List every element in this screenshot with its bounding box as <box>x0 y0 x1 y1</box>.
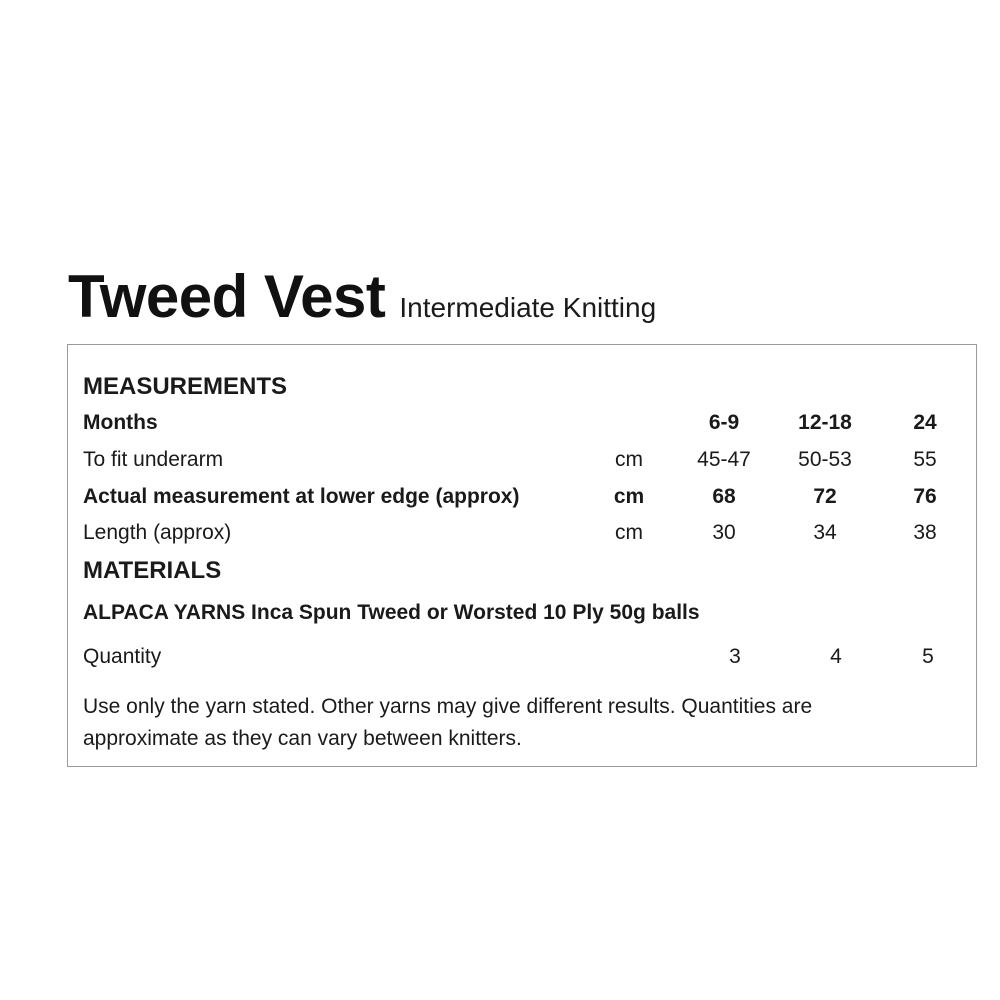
row-value: 34 <box>813 521 837 544</box>
measurements-heading: MEASUREMENTS <box>83 373 288 400</box>
months-label: Months <box>83 411 158 434</box>
pattern-title-row <box>68 262 656 331</box>
row-label: To fit underarm <box>83 448 224 471</box>
row-value: 45-47 <box>697 448 751 471</box>
quantity-value: 3 <box>729 645 741 668</box>
yarn-note: Use only the yarn stated. Other yarns may give different results. Quantities are approximate as they can vary between knitters. <box>83 695 813 750</box>
size-header: 24 <box>913 411 937 434</box>
row-value: 72 <box>813 485 837 508</box>
size-header: 12-18 <box>798 411 852 434</box>
quantity-label: Quantity <box>83 645 162 668</box>
pattern-info-panel <box>67 344 977 767</box>
pattern-subtitle: Intermediate Knitting <box>399 292 657 323</box>
row-value: 50-53 <box>798 448 852 471</box>
materials-heading: MATERIALS <box>83 557 222 584</box>
row-label: Actual measurement at lower edge (approx) <box>83 485 520 508</box>
size-header: 6-9 <box>708 411 740 434</box>
row-value: 68 <box>712 485 736 508</box>
row-label: Length (approx) <box>83 521 232 544</box>
row-value: 55 <box>913 448 937 471</box>
quantity-value: 4 <box>830 645 842 668</box>
yarn-description: ALPACA YARNS Inca Spun Tweed or Worsted 10 Ply 50g balls <box>83 601 700 624</box>
row-unit: cm <box>615 448 643 471</box>
row-value: 38 <box>913 521 937 544</box>
row-value: 30 <box>712 521 736 544</box>
row-unit: cm <box>615 521 643 544</box>
row-value: 76 <box>913 485 937 508</box>
row-unit: cm <box>613 485 645 508</box>
quantity-value: 5 <box>922 645 934 668</box>
pattern-title: Tweed Vest <box>68 263 386 330</box>
